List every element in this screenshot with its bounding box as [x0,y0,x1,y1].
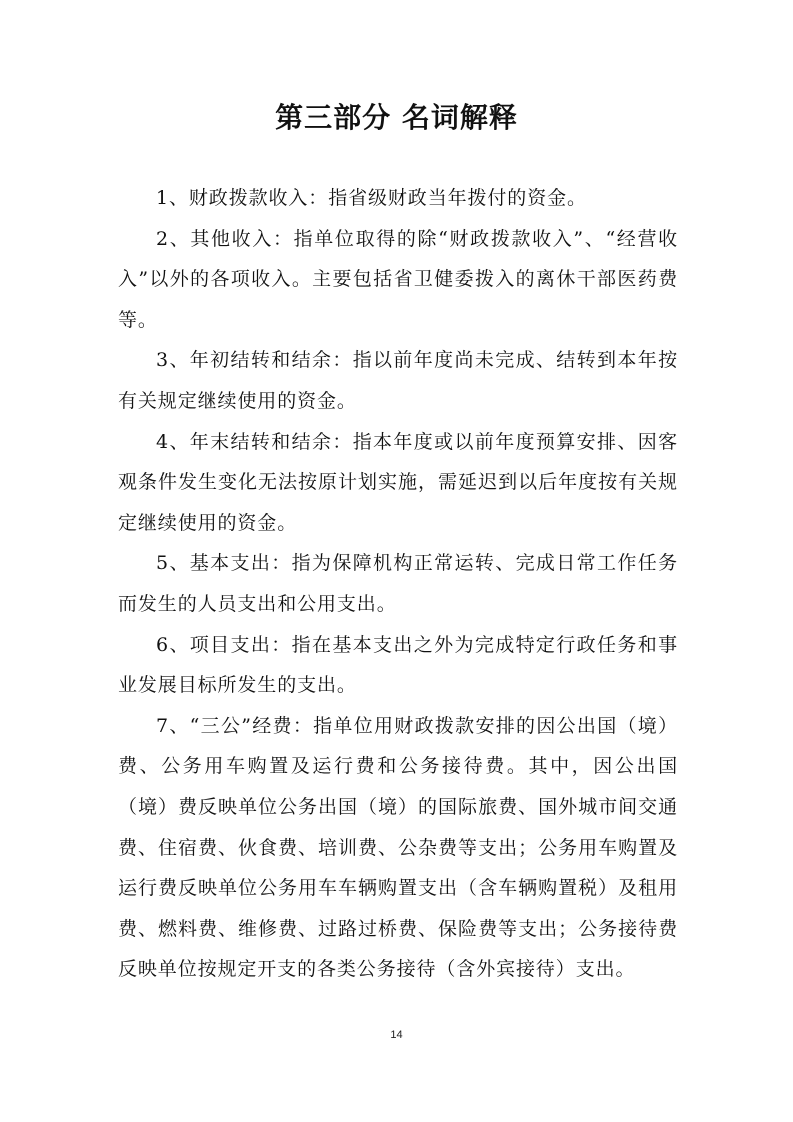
paragraph-5: 5、基本支出：指为保障机构正常运转、完成日常工作任务而发生的人员支出和公用支出。 [118,552,678,615]
paragraph-1: 1、财政拨款收入：指省级财政当年拨付的资金。 [156,187,587,209]
paragraph-6: 6、项目支出：指在基本支出之外为完成特定行政任务和事业发展目标所发生的支出。 [118,633,678,697]
page-number: 14 [390,1029,403,1041]
paragraph-4: 4、年末结转和结余：指本年度或以前年度预算安排、因客观条件发生变化无法按原计划实施，需延迟到以后年度按有关规定继续使用的资金。 [118,430,678,534]
page-title: 第三部分 名词解释 [275,101,518,134]
document-body [118,178,678,990]
paragraph-3: 3、年初结转和结余：指以前年度尚未完成、结转到本年按有关规定继续使用的资金。 [118,349,678,412]
paragraph-7: 7、“三公”经费：指单位用财政拨款安排的因公出国（境）费、公务用车购置及运行费和公务接待费。其中，因公出国（境）费反映单位公务出国（境）的国际旅费、国外城市间交通费、住宿费、伙食费、培训费、公杂费等支出；公务用车购置及运行费反映单位公务用车车辆购置支出（含车辆购置税）及租用费、燃料费、维修费、过路过桥费、保险费等支出；公务接待费反映单位按规定开支的各类公务接待（含外宾接待）支出。 [118,714,678,981]
paragraph-2: 2、其他收入：指单位取得的除“财政拨款收入”、“经营收入”以外的各项收入。主要包括省卫健委拨入的离休干部医药费等。 [118,227,678,331]
